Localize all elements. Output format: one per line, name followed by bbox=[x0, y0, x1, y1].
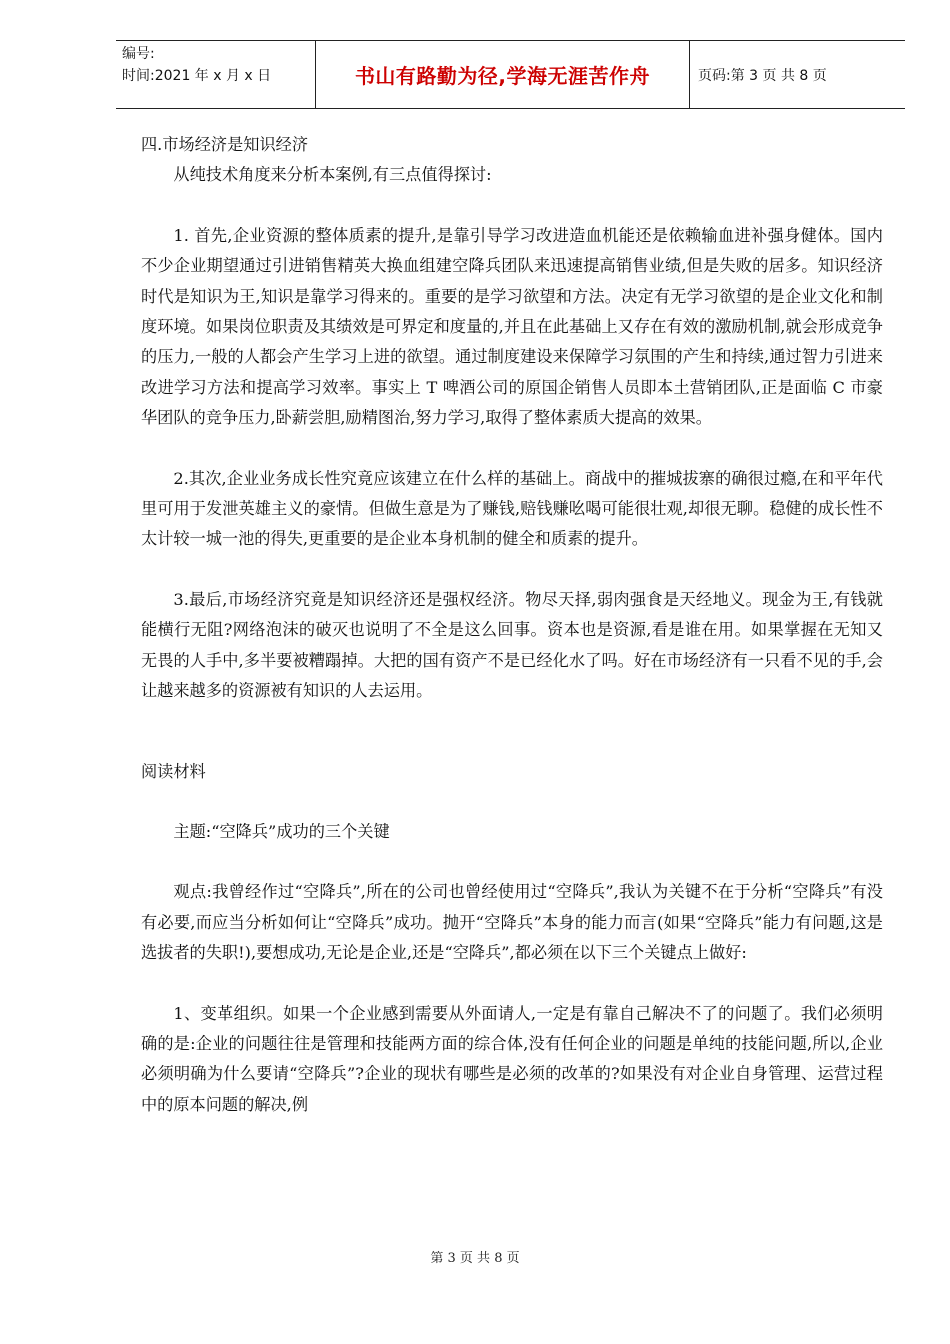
point-1-paragraph: 1. 首先,企业资源的整体质素的提升,是靠引导学习改进造血机能还是依赖输血进补强身健体。国内不少企业期望通过引进销售精英大换血组建空降兵团队来迅速提高销售业绩,但是失败的居多。知识经济时代是知识为王,知识是靠学习得来的。重要的是学习欲望和方法。决定有无学习欲望的是企业文化和制度环境。如果岗位职责及其绩效是可界定和度量的,并且在此基础上又存在有效的激励机制,就会形成竞争的压力,一般的人都会产生学习上进的欲望。通过制度建设来保障学习氛围的产生和持续,通过智力引进来改进学习方法和提高学习效率。事实上 T 啤酒公司的原国企销售人员即本土营销团队,正是面临 C 市豪华团队的竞争压力,卧薪尝胆,励精图治,努力学习,取得了整体素质大提高的效果。 bbox=[141, 225, 883, 428]
page-footer: 第 3 页 共 8 页 bbox=[430, 1251, 520, 1266]
point-3-paragraph: 3.最后,市场经济究竟是知识经济还是强权经济。物尽天择,弱肉强食是天经地义。现金为王,有钱就能横行无阻?网络泡沫的破灭也说明了不全是这么回事。资本也是资源,看是谁在用。如果掌握在无知又无畏的人手中,多半要被糟蹋掉。大把的国有资产不是已经化水了吗。好在市场经济有一只看不见的手,会让越来越多的资源被有知识的人去运用。 bbox=[141, 589, 883, 701]
viewpoint-paragraph: 观点:我曾经作过“空降兵”,所在的公司也曾经使用过“空降兵”,我认为关键不在于分析“空降兵”有没有必要,而应当分析如何让“空降兵”成功。抛开“空降兵”本身的能力而言(如果“空降兵”能力有问题,这是选拔者的失职!),要想成功,无论是企业,还是“空降兵”,都必须在以下三个关键点上做好: bbox=[141, 882, 883, 963]
section-title: 四.市场经济是知识经济 bbox=[141, 135, 309, 154]
serial-label: 编号: bbox=[122, 46, 155, 62]
header-motto: 书山有路勤为径,学海无涯苦作舟 bbox=[316, 41, 690, 108]
header-meta bbox=[116, 41, 316, 108]
header-page-label: 页码:第 3 页 共 8 页 bbox=[698, 67, 827, 84]
document-body bbox=[141, 130, 883, 1120]
topic-line: 主题:“空降兵”成功的三个关键 bbox=[173, 821, 390, 841]
time-label: 时间:2021 年 x 月 x 日 bbox=[122, 68, 272, 84]
reading-material-title: 阅读材料 bbox=[141, 761, 206, 781]
key-1-paragraph: 1、变革组织。如果一个企业感到需要从外面请人,一定是有靠自己解决不了的问题了。我们必须明确的是:企业的问题往往是管理和技能两方面的综合体,没有任何企业的问题是单纯的技能问题,所以,企业必须明确为什么要请“空降兵”?企业的现状有哪些是必须的改革的?如果没有对企业自身管理、运营过程中的原本问题的解决,例 bbox=[141, 1003, 883, 1114]
page-header bbox=[116, 40, 905, 109]
point-2-paragraph: 2.其次,企业业务成长性究竟应该建立在什么样的基础上。商战中的摧城拔寨的确很过瘾,在和平年代里可用于发泄英雄主义的豪情。但做生意是为了赚钱,赔钱赚吆喝可能很壮观,却很无聊。稳健的成长性不太计较一城一池的得失,更重要的是企业本身机制的健全和质素的提升。 bbox=[141, 468, 883, 549]
intro-paragraph: 从纯技术角度来分析本案例,有三点值得探讨: bbox=[173, 165, 492, 185]
